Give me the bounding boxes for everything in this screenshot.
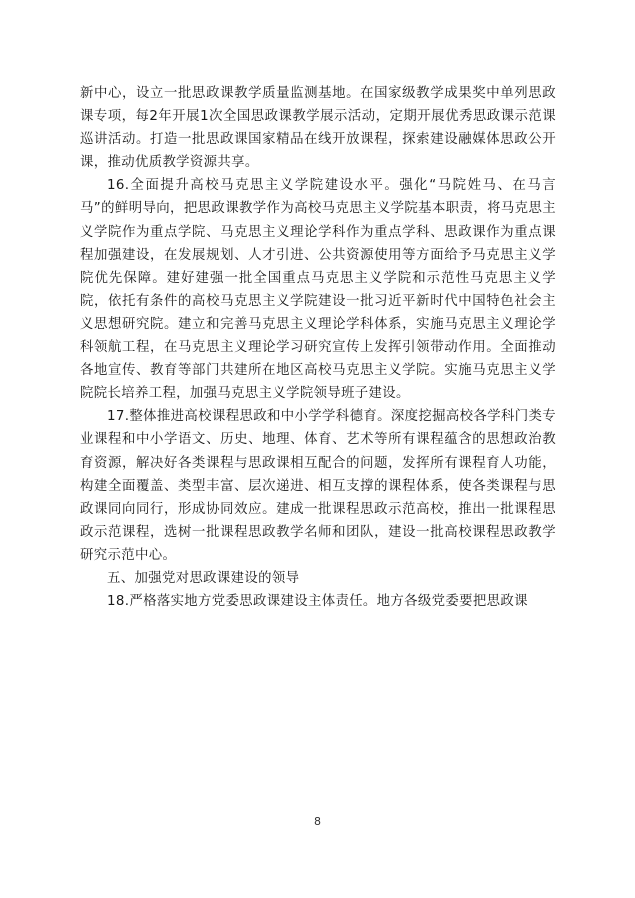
paragraph-item-18: 18.严格落实地方党委思政课建设主体责任。地方各级党委要把思政课 [107, 594, 528, 610]
section-heading: 五、加强党对思政课建设的领导 [107, 570, 300, 586]
paragraph-item-17: 17.整体推进高校课程思政和中小学学科德育。深度挖掘高校各学科门类专业课程和中小学语文、历史、地理、体育、艺术等所有课程蕴含的思想政治教育资源，解决好各类课程与思政课相互配合的问题，发挥所有课程育人功能，构建全面覆盖、类型丰富、层次递进、相互支撑的课程体系，使各类课程与思政课同向同行，形成协同效应。建成一批课程思政示范高校，推出一批课程思政示范课程，选树一批课程思政教学名师和团队，建设一批高校课程思政教学研究示范中心。 [80, 409, 556, 563]
body-text [80, 82, 556, 613]
continuation-paragraph: 新中心，设立一批思政课教学质量监测基地。在国家级教学成果奖中单列思政课专项，每2年开展1次全国思政课教学展示活动，定期开展优秀思政课示范课巡讲活动。打造一批思政课国家精品在线开放课程，探索建设融媒体思政公开课，推动优质教学资源共享。 [80, 86, 556, 171]
paragraph-item-16: 16.全面提升高校马克思主义学院建设水平。强化“马院姓马、在马言马”的鲜明导向，把思政课教学作为高校马克思主义学院基本职责，将马克思主义学院作为重点学院、马克思主义理论学科作为重点学科、思政课作为重点课程加强建设，在发展规划、人才引进、公共资源使用等方面给予马克思主义学院优先保障。建好建强一批全国重点马克思主义学院和示范性马克思主义学院，依托有条件的高校马克思主义学院建设一批习近平新时代中国特色社会主义思想研究院。建立和完善马克思主义理论学科体系，实施马克思主义理论学科领航工程，在马克思主义理论学习研究宣传上发挥引领带动作用。全面推动各地宣传、教育等部门共建所在地区高校马克思主义学院。实施马克思主义学院院长培养工程，加强马克思主义学院领导班子建设。 [80, 178, 556, 402]
page-number: 8 [314, 815, 321, 828]
